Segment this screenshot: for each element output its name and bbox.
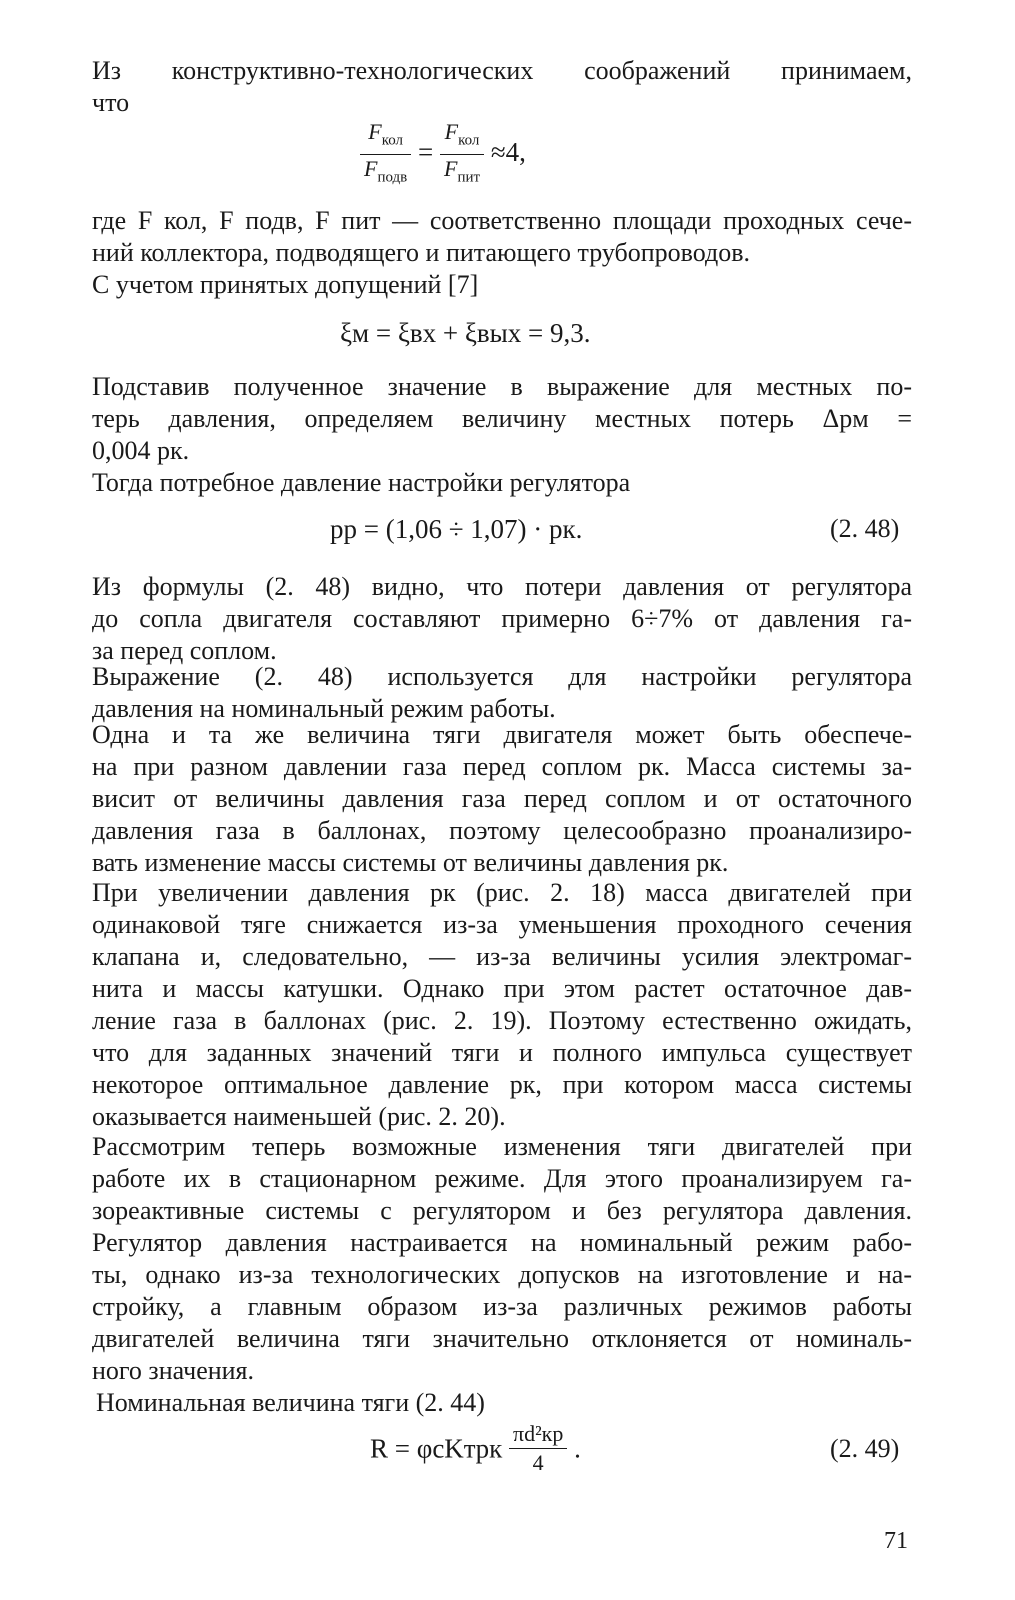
text-line: Выражение (2. 48) используется для настройки регулятора bbox=[92, 662, 912, 691]
fraction: $\frac{F_{кол}}{F_{пит}}$ bbox=[440, 118, 484, 192]
text-line: Из формулы (2. 48) видно, что потери давления от регулятора bbox=[92, 572, 912, 601]
text-line: двигателей величина тяги значительно отклоняется от номиналь- bbox=[92, 1324, 912, 1353]
text-line: Номинальная величина тяги (2. 44) bbox=[96, 1388, 485, 1417]
formula-loss-coefficient: ξм = ξвх + ξвых = 9,3. bbox=[340, 318, 591, 348]
text-line: где F кол, F подв, F пит — соответственно площади проходных сече- bbox=[92, 206, 912, 235]
text-line: за перед соплом. bbox=[92, 636, 277, 665]
text-line: Рассмотрим теперь возможные изменения тяги двигателей при bbox=[92, 1132, 912, 1161]
page-number: 71 bbox=[884, 1528, 908, 1554]
formula-area-ratio: $\frac{F_{кол}}{F_{подв}}$ = $\frac{F_{кол}}{F_{пит}}$ ≈4, bbox=[360, 118, 526, 192]
text-line: стройку, а главным образом из-за различных режимов работы bbox=[92, 1292, 912, 1321]
text-line: что bbox=[92, 88, 130, 117]
text-line: висит от величины давления газа перед соплом и от остаточного bbox=[92, 784, 912, 813]
text-line: некоторое оптимальное давление pк, при котором масса системы bbox=[92, 1070, 912, 1099]
text-line: одинаковой тяге снижается из-за уменьшения проходного сечения bbox=[92, 910, 912, 939]
text-line: Тогда потребное давление настройки регулятора bbox=[92, 468, 631, 497]
text-line: При увеличении давления pк (рис. 2. 18) масса двигателей при bbox=[92, 878, 912, 907]
equation-number: (2. 49) bbox=[830, 1434, 900, 1463]
text-line: Регулятор давления настраивается на номинальный режим рабо- bbox=[92, 1228, 912, 1257]
text-line: давления газа в баллонах, поэтому целесообразно проанализиро- bbox=[92, 816, 912, 845]
fraction: $\frac{F_{кол}}{F_{подв}}$ bbox=[360, 118, 411, 192]
text-line: на при разном давлении газа перед соплом pк. Масса системы за- bbox=[92, 752, 912, 781]
text-line: вать изменение массы системы от величины давления pк. bbox=[92, 848, 729, 877]
formula-regulator-pressure: pр = (1,06 ÷ 1,07) · pк. bbox=[330, 514, 583, 544]
text-line: до сопла двигателя составляют примерно 6÷7% от давления га- bbox=[92, 604, 912, 633]
equation-number: (2. 48) bbox=[830, 514, 900, 543]
text-line: зореактивные системы с регулятором и без регулятора давления. bbox=[92, 1196, 912, 1225]
text-line: давления на номинальный режим работы. bbox=[92, 694, 556, 723]
text-line: Одна и та же величина тяги двигателя может быть обеспече- bbox=[92, 720, 912, 749]
formula-nominal-thrust: R = φсKтpк $\frac{\text{πd²кр}}{4}$ . bbox=[370, 1421, 581, 1475]
text-line: С учетом принятых допущений [7] bbox=[92, 270, 479, 299]
text-line: Подставив полученное значение в выражение для местных по- bbox=[92, 372, 912, 401]
text-line: ты, однако из-за технологических допусков на изготовление и на- bbox=[92, 1260, 912, 1289]
text-line: ного значения. bbox=[92, 1356, 255, 1385]
text-line: 0,004 pк. bbox=[92, 436, 190, 465]
text-line: ление газа в баллонах (рис. 2. 19). Поэтому естественно ожидать, bbox=[92, 1006, 912, 1035]
text-line: нита и массы катушки. Однако при этом растет остаточное дав- bbox=[92, 974, 912, 1003]
text-line: клапана и, следовательно, — из-за величины усилия электромаг- bbox=[92, 942, 912, 971]
text-line: ний коллектора, подводящего и питающего трубопроводов. bbox=[92, 238, 751, 267]
fraction: $\frac{\text{πd²кр}}{4}$ bbox=[509, 1420, 567, 1477]
text-line: работе их в стационарном режиме. Для этого проанализируем га- bbox=[92, 1164, 912, 1193]
text-line: терь давления, определяем величину местных потерь Δpм = bbox=[92, 404, 912, 433]
text-line: что для заданных значений тяги и полного импульса существует bbox=[92, 1038, 912, 1067]
text-line: оказывается наименьшей (рис. 2. 20). bbox=[92, 1102, 506, 1131]
text-line: Из конструктивно-технологических соображений принимаем, bbox=[92, 56, 912, 85]
